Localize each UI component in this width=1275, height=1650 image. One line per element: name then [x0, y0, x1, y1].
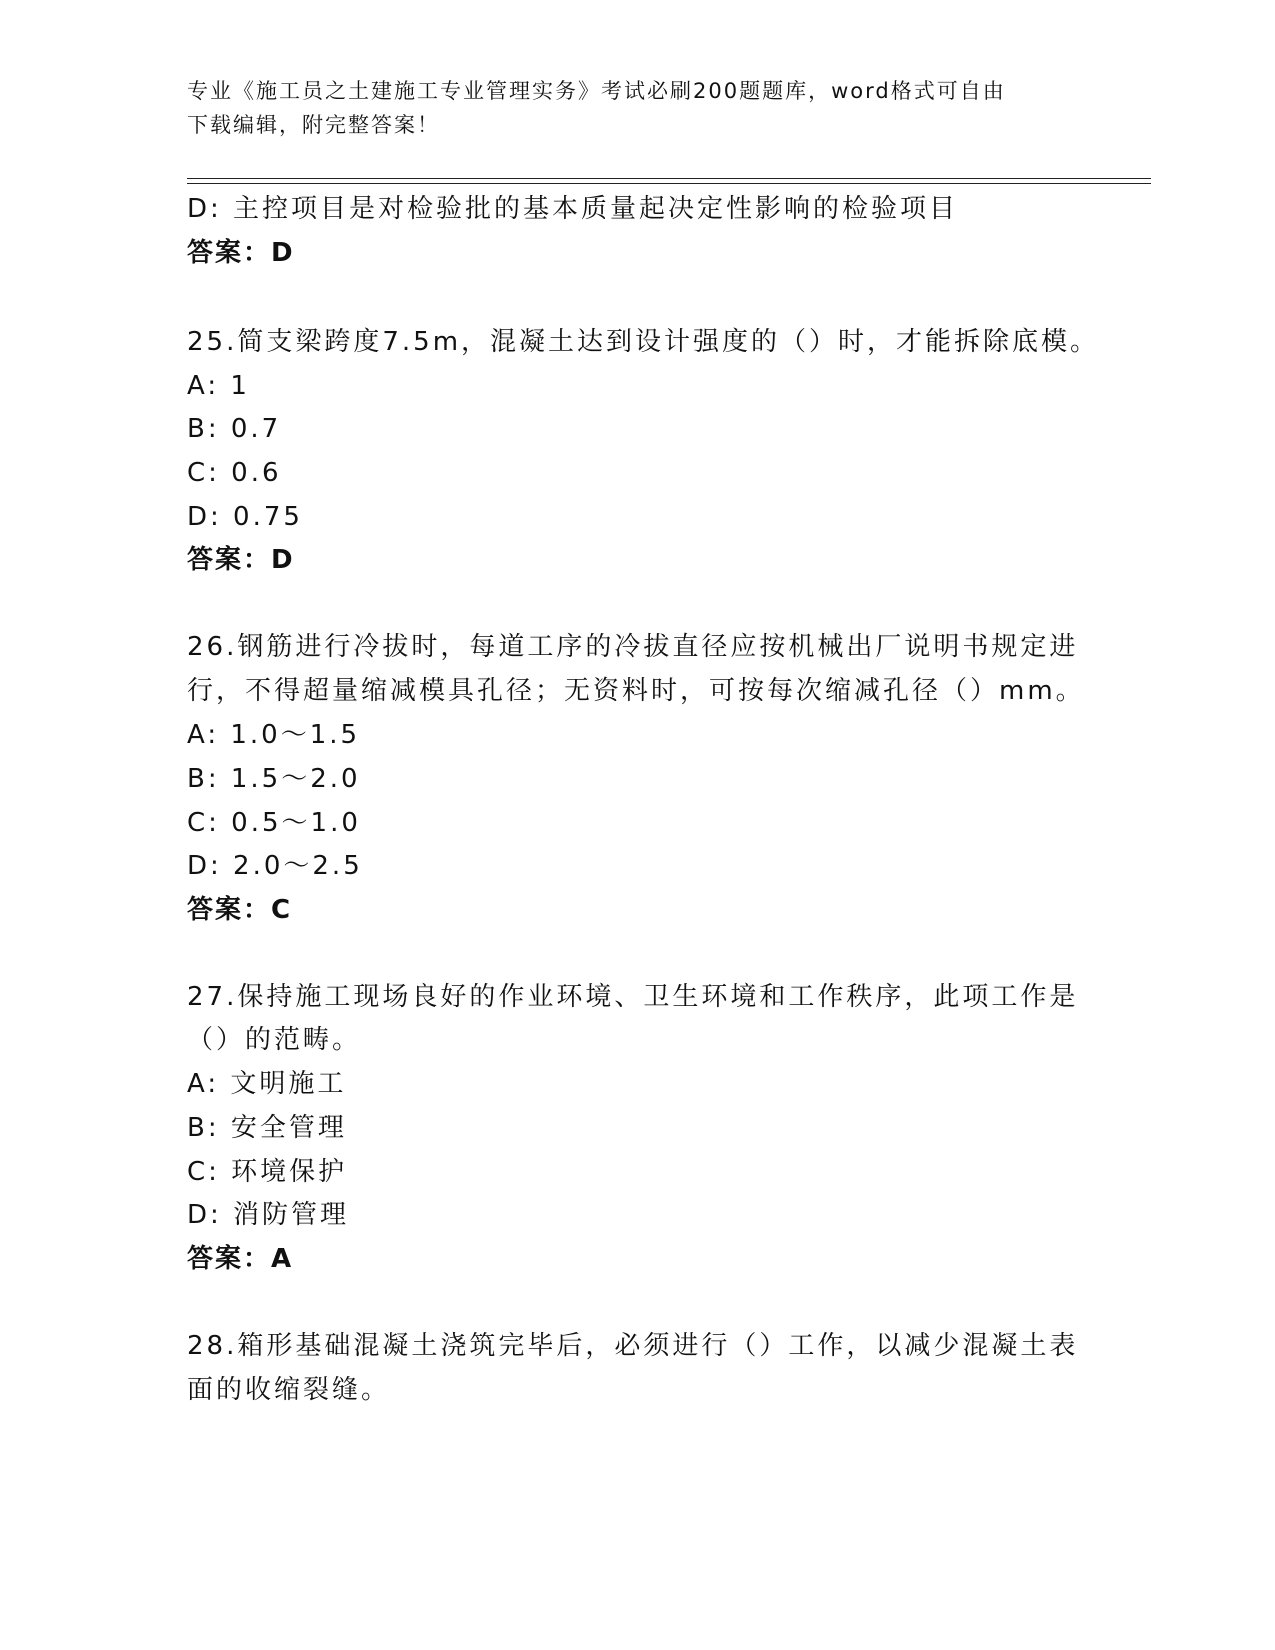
option-d: D: 2.0～2.5: [187, 851, 363, 881]
question-stem-line-1: 27.保持施工现场良好的作业环境、卫生环境和工作秩序，此项工作是: [187, 982, 1079, 1012]
option-c: C: 0.5～1.0: [187, 808, 361, 838]
question-stem-line-1: 28.箱形基础混凝土浇筑完毕后，必须进行（）工作，以减少混凝土表: [187, 1331, 1079, 1361]
option-a: A: 1: [187, 371, 250, 401]
option-d: D: 主控项目是对检验批的基本质量起决定性影响的检验项目: [187, 194, 959, 224]
answer: 答案：A: [187, 1244, 294, 1274]
answer: 答案：D: [187, 238, 295, 268]
header-divider-top: [187, 178, 1151, 179]
option-a: A: 1.0～1.5: [187, 720, 361, 750]
question-stem-line-1: 26.钢筋进行冷拔时，每道工序的冷拔直径应按机械出厂说明书规定进: [187, 632, 1079, 662]
answer: 答案：D: [187, 545, 295, 575]
header-line-2: 下载编辑，附完整答案！: [187, 113, 440, 137]
header-line-1: 专业《施工员之土建施工专业管理实务》考试必刷200题题库，word格式可自由: [187, 79, 1006, 103]
option-b: B: 安全管理: [187, 1113, 347, 1143]
option-c: C: 0.6: [187, 458, 282, 488]
question-stem-line-2: （）的范畴。: [187, 1025, 362, 1055]
question-stem-line-2: 行，不得超量缩减模具孔径；无资料时，可按每次缩减孔径（）mm。: [187, 676, 1085, 706]
document-header: [187, 74, 1087, 142]
answer: 答案：C: [187, 895, 293, 925]
option-c: C: 环境保护: [187, 1157, 348, 1187]
option-d: D: 0.75: [187, 502, 303, 532]
option-b: B: 1.5～2.0: [187, 764, 361, 794]
header-divider-bottom: [187, 183, 1151, 184]
question-stem-line-2: 面的收缩裂缝。: [187, 1375, 391, 1405]
option-d: D: 消防管理: [187, 1200, 350, 1230]
question-stem: 25.简支梁跨度7.5m，混凝土达到设计强度的（）时，才能拆除底模。: [187, 327, 1100, 357]
option-a: A: 文明施工: [187, 1069, 347, 1099]
option-b: B: 0.7: [187, 414, 282, 444]
